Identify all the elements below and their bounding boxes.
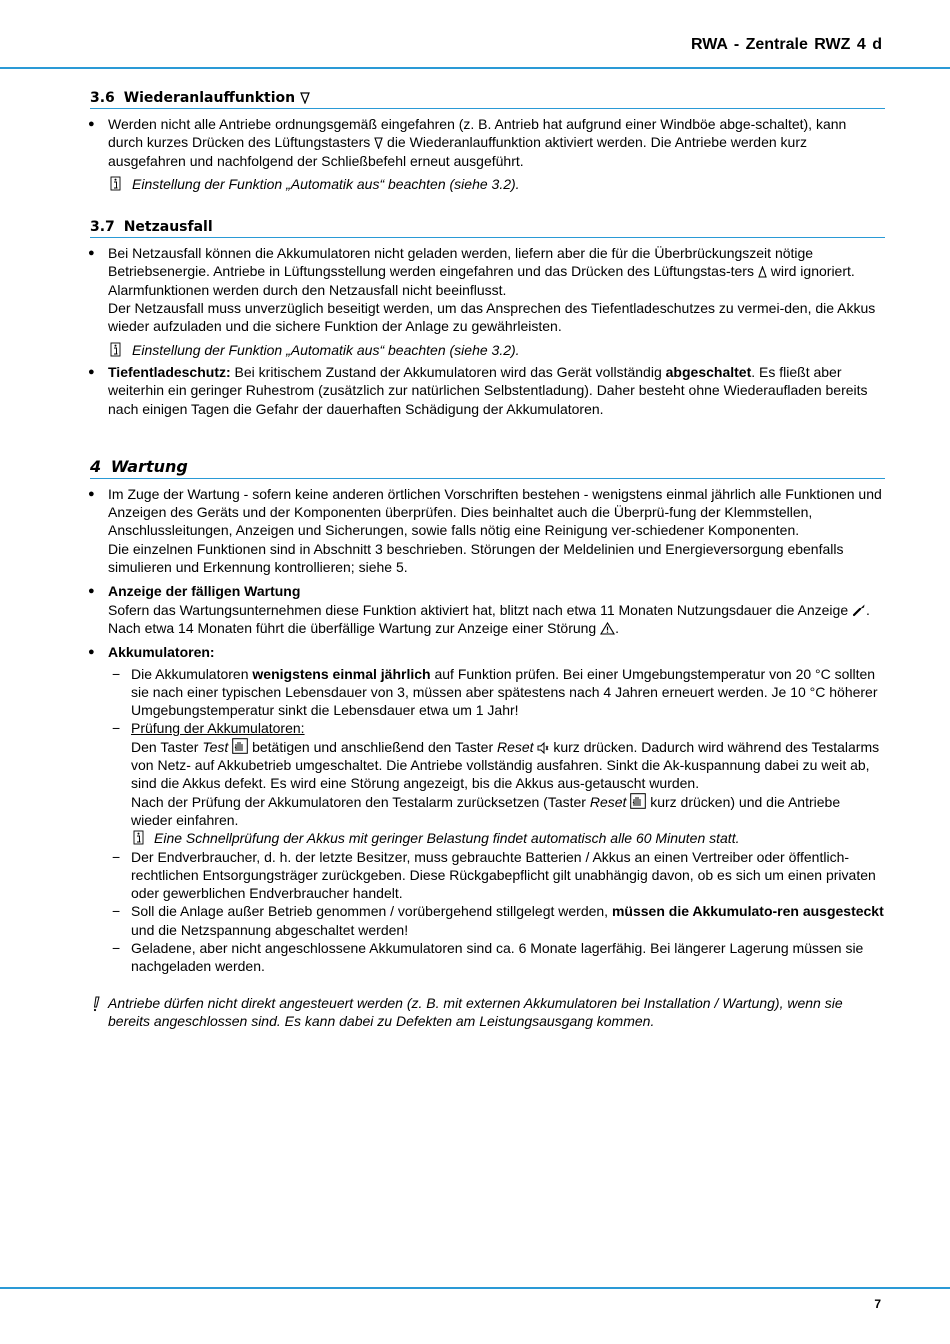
dash-item: − Geladene, aber nicht angeschlossene Akkumulatoren sind ca. 6 Monate lagerfähig. Bei längerer Lagerung müssen sie nachgeladen werden. <box>112 939 864 975</box>
info-note: Eine Schnellprüfung der Akkus mit geringer Belastung findet automatisch alle 60 Minuten statt. <box>131 829 885 847</box>
list-item: ● Akkumulatoren: <box>90 643 885 661</box>
hand-button-icon <box>630 793 646 809</box>
section-title: Wartung <box>110 456 188 476</box>
section-title: Wiederanlauffunktion <box>123 90 296 106</box>
hand-button-icon <box>232 738 248 754</box>
triangle-down-icon <box>374 137 383 149</box>
section-title: Netzausfall <box>123 219 213 236</box>
speaker-icon <box>537 742 549 754</box>
list-item: ● Anzeige der fälligen Wartung Sofern das Wartungsunternehmen diese Funktion aktiviert hat, blitzt nach etwa 11 Monaten Nutzungsdauer die Anzeige . Nach etwa 14 Monaten führt die überfällige Wartung zur Anzeige einer Störung . <box>90 582 885 637</box>
warning-note: Antriebe dürfen nicht direkt angesteuert werden (z. B. mit externen Akkumulatoren bei Installation / Wartung), wenn sie bereits angeschlossen sind. Es kann dabei zu Defekten am Leistungsausgang kommen. <box>90 994 885 1031</box>
footer-rule <box>0 1287 950 1289</box>
warning-triangle-icon <box>600 622 615 635</box>
header-rule <box>0 67 950 69</box>
page-content <box>90 90 885 1030</box>
dash-item: − Soll die Anlage außer Betrieb genommen / vorübergehend stillgelegt werden, müssen die Akkumulato-ren ausgesteckt und die Netzspannung abgeschaltet werden! <box>112 903 884 938</box>
list-item: ● Bei Netzausfall können die Akkumulatoren nicht geladen werden, liefern aber die für die Überbrückungszeit nötige Betriebsenergie. Antriebe in Lüftungsstellung werden eingefahren und das Drücken des Lüftungstas-ters wird ignoriert. Alarmfunktionen werden durch den Netzausfall nicht beeinflusst. Der Netzausfall muss unverzüglich beseitigt werden, um das Ansprechen des Tiefentladeschutzes zu vermei-den, die Akkus wieder aufzuladen und die sichere Funktion der Anlage zu gewährleisten. <box>90 244 885 335</box>
section-number: 3.7 <box>90 219 115 236</box>
section-heading-3-7 <box>90 219 885 238</box>
section-number: 3.6 <box>90 90 115 106</box>
page-number: 7 <box>874 1297 881 1311</box>
section-heading-3-6 <box>90 90 885 109</box>
exclamation-icon <box>91 996 101 1012</box>
info-note: Einstellung der Funktion „Automatik aus“ beachten (siehe 3.2). <box>90 341 885 359</box>
list-item: ● Im Zuge der Wartung - sofern keine anderen örtlichen Vorschriften bestehen - wenigstens einmal jährlich alle Funktionen und Anzeigen des Geräts und der Komponenten überprüfen. Dies beinhaltet auch die Überprü-fung der Klemmstellen, Anschlussleitungen, Anzeigen und Sicherungen, sowie falls nötig eine Reinigung ver-schiedener Komponenten. Die einzelnen Funktionen sind in Abschnitt 3 beschrieben. Störungen der Meldelinien und Energieversorgung ebenfalls simulieren und Erkennung kontrollieren; siehe 5. <box>90 485 885 576</box>
triangle-down-icon <box>300 92 310 104</box>
info-note: Einstellung der Funktion „Automatik aus“ beachten (siehe 3.2). <box>90 175 885 193</box>
wrench-icon <box>852 603 866 617</box>
dash-item: − Der Endverbraucher, d. h. der letzte Besitzer, muss gebrauchte Batterien / Akkus an einen Vertreiber oder öffentlich-rechtlichen Entsorgungsträger zurückgeben. Diese Rückgabepflicht gilt unabhängig davon, ob es sich um einen privaten oder gewerblichen Endverbraucher handelt. <box>112 848 876 902</box>
info-icon <box>110 176 121 191</box>
dash-item: − Die Akkumulatoren wenigstens einmal jährlich auf Funktion prüfen. Bei einer Umgebungstemperatur von 20 °C sollten sie nach einer typischen Lebensdauer von 3, müssen aber spätestens nach 4 Jahren erneuert werden. Je 10 °C höherer Umgebungstemperatur sinkt die Lebensdauer etwa um 1 Jahr! <box>112 665 878 719</box>
section-heading-4 <box>90 457 885 479</box>
list-item: ● Tiefentladeschutz: Bei kritischem Zustand der Akkumulatoren wird das Gerät vollständig abgeschaltet. Es fließt aber weiterhin ein geringer Ruhestrom (zusätzlich zur natürlichen Selbstentladung). Daher besteht ohne Wiederaufladen bereits nach einigen Tagen die Gefahr der dauerhaften Schädigung der Akkumulatoren. <box>90 363 885 418</box>
list-item: ● Werden nicht alle Antriebe ordnungsgemäß eingefahren (z. B. Antrieb hat aufgrund einer Windböe abge-schaltet), kann durch kurzes Drücken des Lüftungstasters die Wiederanlauffunktion aktiviert werden. Die Antriebe werden kurz ausgefahren und nachfolgend der Schließbefehl erneut ausgeführt. <box>90 115 885 170</box>
header-title: RWA - Zentrale RWZ 4 d <box>690 36 882 53</box>
section-number: 4 <box>90 456 102 476</box>
info-icon <box>133 830 144 845</box>
triangle-up-icon <box>758 266 767 278</box>
info-icon <box>110 342 121 357</box>
dash-item: − Prüfung der Akkumulatoren: Den Taster Test betätigen und anschließend den Taster Reset kurz drücken. Dadurch wird während des Testalarms von Netz- auf Akkubetrieb umgeschaltet. Die Antriebe vollständig ausfahren. Sinkt die Ak-kuspannung dabei zu weit ab, sind die Akkus defekt. Es wird eine Störung angezeigt, bis die Akkus aus-getauscht wurden. Nach der Prüfung der Akkumulatoren den Testalarm zurücksetzen (Taster Reset kurz drücken) und die Antriebe wieder einfahren. Eine Schnellprüfung der Akkus mit geringer Belastung findet automatisch alle 60 Minuten statt. <box>90 719 885 847</box>
